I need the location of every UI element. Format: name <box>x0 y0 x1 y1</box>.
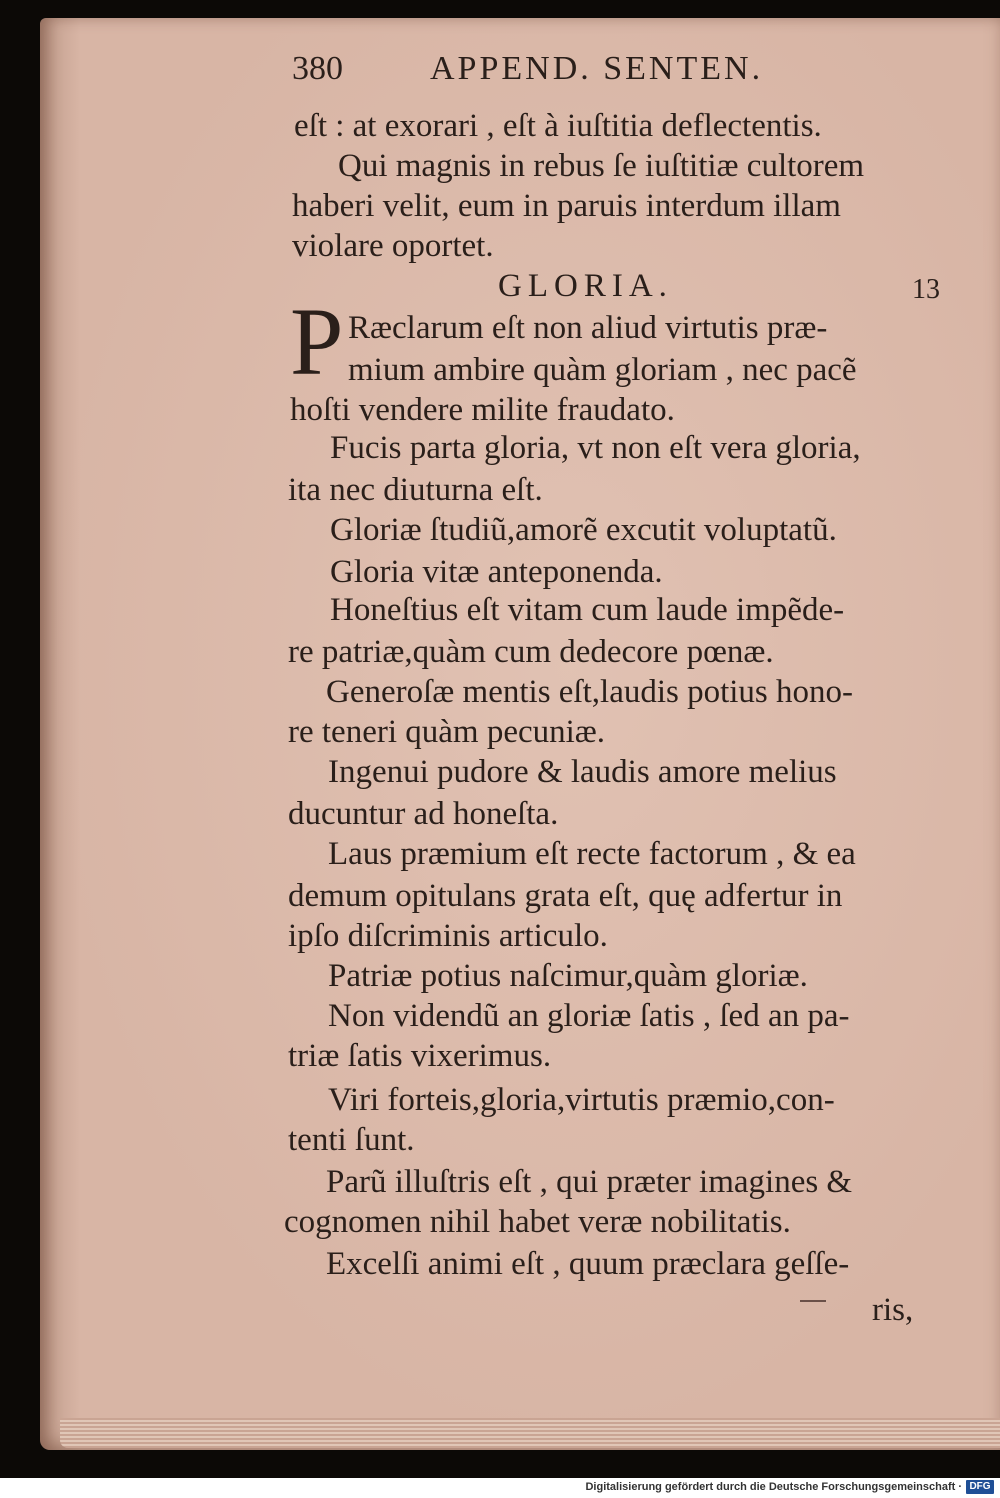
section-heading: GLORIA. <box>498 268 673 304</box>
footer-bar <box>0 1478 1000 1498</box>
text-line: re teneri quàm pecuniæ. <box>288 714 606 750</box>
page-number: 380 <box>292 50 343 87</box>
dfg-logo-icon: DFG <box>966 1480 994 1494</box>
running-title: APPEND. SENTEN. <box>430 50 764 87</box>
text-line: re patriæ,quàm cum dedecore pœnæ. <box>288 634 774 670</box>
text-line: Patriæ potius naſcimur,quàm gloriæ. <box>328 958 808 994</box>
drop-cap: P <box>290 288 344 395</box>
text-line: Ræclarum eſt non aliud virtutis præ- <box>348 310 828 346</box>
text-line: cognomen nihil habet veræ nobilitatis. <box>284 1204 791 1240</box>
text-line: tenti ſunt. <box>288 1122 415 1158</box>
text-line: Excelſi animi eſt , quum præclara geſſe- <box>326 1246 850 1282</box>
text-line: Qui magnis in rebus ſe iuſtitiæ cultorem <box>338 148 865 184</box>
text-line: hoſti vendere milite fraudato. <box>290 392 675 428</box>
text-line: Gloriæ ſtudiũ,amorẽ excutit voluptatũ. <box>330 512 837 548</box>
catchword: ris, <box>872 1292 914 1328</box>
text-line: Gloria vitæ anteponenda. <box>330 554 663 590</box>
text-line: Fucis parta gloria, vt non eſt vera gloria, <box>330 430 861 466</box>
text-line: Non videndũ an gloriæ ſatis , ſed an pa- <box>328 998 850 1034</box>
text-line: Viri forteis,gloria,virtutis præmio,con- <box>328 1082 835 1118</box>
text-line: Generoſæ mentis eſt,laudis potius hono- <box>326 674 854 710</box>
text-line: ipſo diſcriminis articulo. <box>288 918 608 954</box>
text-line: ducuntur ad honeſta. <box>288 796 559 832</box>
text-line: Parũ illuſtris eſt , qui præter imagines & <box>326 1164 853 1200</box>
footer-credit: Digitalisierung gefördert durch die Deutsche Forschungsgemeinschaft · <box>585 1481 962 1493</box>
text-line: haberi velit, eum in paruis interdum illam <box>292 188 841 224</box>
text-line: Laus præmium eſt recte factorum , & ea <box>328 836 856 872</box>
dash-mark <box>800 1300 826 1302</box>
text-line: Ingenui pudore & laudis amore melius <box>328 754 837 790</box>
text-line: eſt : at exorari , eſt à iuſtitia deflectentis. <box>294 108 822 144</box>
text-line: violare oportet. <box>292 228 494 264</box>
text-line: ita nec diuturna eſt. <box>288 472 543 508</box>
text-line: triæ ſatis vixerimus. <box>288 1038 552 1074</box>
page-edge <box>60 1418 1000 1448</box>
text-line: Honeſtius eſt vitam cum laude impẽde- <box>330 592 845 628</box>
text-line: mium ambire quàm gloriam , nec pacẽ <box>348 352 857 388</box>
section-number: 13 <box>912 274 940 305</box>
text-line: demum opitulans grata eſt, quę adfertur in <box>288 878 843 914</box>
